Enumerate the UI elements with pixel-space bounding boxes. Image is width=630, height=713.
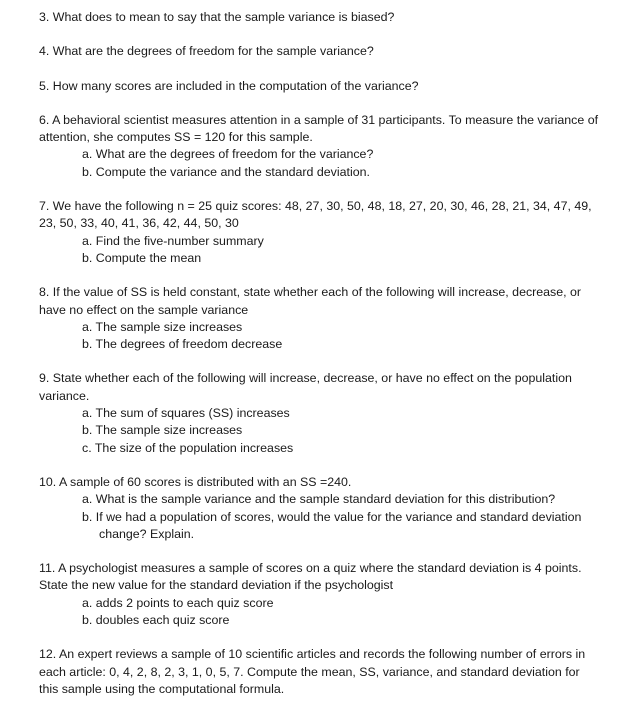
question-9-part-c: c. The size of the population increases: [82, 440, 294, 455]
question-12: [39, 646, 599, 698]
question-11-part-b: b. doubles each quiz score: [82, 613, 230, 628]
question-3-text: 3. What does to mean to say that the sample variance is biased?: [39, 10, 395, 24]
question-7-text: 7. We have the following n = 25 quiz scores: 48, 27, 30, 50, 48, 18, 27, 20, 30, 46, 28, 21, 34, 47, 49, 23, 50, 33, 40, 41, 36, 42, 44, 50, 30: [39, 199, 592, 231]
worksheet-page: [39, 9, 599, 698]
question-7: [39, 198, 599, 267]
question-6-text: 6. A behavioral scientist measures attention in a sample of 31 participants. To measure the variance of attention, she computes SS = 120 for this sample.: [39, 112, 599, 145]
question-9-part-a: a. The sum of squares (SS) increases: [82, 406, 290, 421]
question-10-text: 10. A sample of 60 scores is distributed with an SS =240.: [39, 474, 352, 489]
question-12-text: 12. An expert reviews a sample of 10 scientific articles and records the following number of errors in each article: 0, 4, 2, 8, 2, 3, 1, 0, 5, 7. Compute the mean, SS, variance, and standard deviation for this sample using the computational formula.: [39, 647, 586, 696]
question-9: [39, 370, 599, 456]
question-8-part-b: b. The degrees of freedom decrease: [82, 337, 283, 352]
question-8: [39, 284, 599, 353]
question-10-part-a: a. What is the sample variance and the sample standard deviation for this distribution?: [82, 492, 556, 507]
question-10: [39, 474, 599, 543]
question-11-part-a: a. adds 2 points to each quiz score: [82, 595, 274, 610]
question-10-part-b: b. If we had a population of scores, would the value for the variance and standard deviation change? Explain.: [82, 509, 582, 541]
question-9-part-b: b. The sample size increases: [82, 423, 243, 438]
question-5-text: 5. How many scores are included in the computation of the variance?: [39, 78, 419, 93]
question-6-part-b: b. Compute the variance and the standard deviation.: [82, 164, 370, 179]
question-7-part-b: b. Compute the mean: [82, 250, 202, 265]
question-11-text: 11. A psychologist measures a sample of scores on a quiz where the standard deviation is 4 points. State the new value for the standard deviation if the psychologist: [39, 561, 582, 593]
question-6-part-a: a. What are the degrees of freedom for the variance?: [82, 147, 374, 162]
question-7-part-a: a. Find the five-number summary: [82, 233, 264, 248]
question-6: [39, 112, 599, 181]
question-11: [39, 560, 599, 629]
question-4-text: 4. What are the degrees of freedom for the sample variance?: [39, 44, 374, 59]
question-3: [39, 9, 599, 26]
question-8-text: 8. If the value of SS is held constant, state whether each of the following will increase, decrease, or have no effect on the sample variance: [39, 285, 582, 317]
question-4: [39, 43, 599, 60]
question-9-text: 9. State whether each of the following will increase, decrease, or have no effect on the population variance.: [39, 371, 572, 403]
question-5: [39, 78, 599, 95]
question-8-part-a: a. The sample size increases: [82, 319, 243, 334]
